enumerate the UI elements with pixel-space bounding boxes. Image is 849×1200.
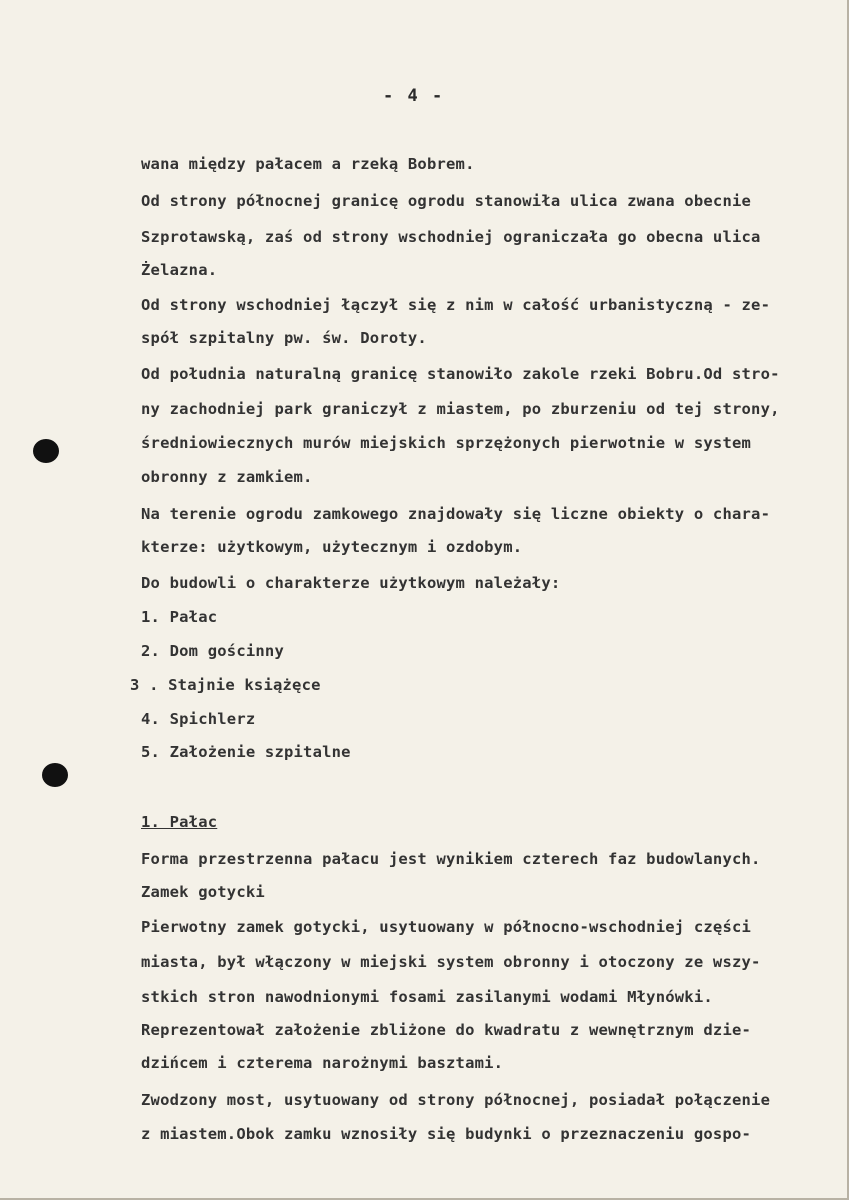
- text-line: obronny z zamkiem.: [141, 468, 313, 486]
- text-line: Na terenie ogrodu zamkowego znajdowały się liczne obiekty o chara-: [141, 505, 771, 523]
- text-line: Reprezentował założenie zbliżone do kwadratu z wewnętrznym dzie-: [141, 1021, 752, 1039]
- list-item: 3 . Stajnie książęce: [130, 676, 321, 694]
- text-line: Zwodzony most, usytuowany od strony północnej, posiadał połączenie: [141, 1091, 771, 1109]
- text-line: Szprotawską, zaś od strony wschodniej ograniczała go obecna ulica: [141, 228, 761, 246]
- text-line: z miastem.Obok zamku wznosiły się budynki o przeznaczeniu gospo-: [141, 1125, 752, 1143]
- text-line: Forma przestrzenna pałacu jest wynikiem czterech faz budowlanych.: [141, 850, 761, 868]
- text-line: wana między pałacem a rzeką Bobrem.: [141, 155, 475, 173]
- list-item: 5. Założenie szpitalne: [141, 743, 351, 761]
- page-number: - 4 -: [383, 86, 445, 106]
- text-line: Żelazna.: [141, 261, 218, 279]
- list-item: 1. Pałac: [141, 608, 218, 626]
- punch-hole-bottom: [42, 763, 68, 787]
- text-line: dzińcem i czterema narożnymi basztami.: [141, 1054, 504, 1072]
- text-line: Od południa naturalną granicę stanowiło zakole rzeki Bobru.Od stro-: [141, 365, 780, 383]
- text-line: miasta, był włączony w miejski system obronny i otoczony ze wszy-: [141, 953, 761, 971]
- list-item: 2. Dom gościnny: [141, 642, 284, 660]
- text-line: Od strony wschodniej łączył się z nim w całość urbanistyczną - ze-: [141, 296, 771, 314]
- text-line: Od strony północnej granicę ogrodu stanowiła ulica zwana obecnie: [141, 192, 752, 210]
- section-heading: 1. Pałac: [141, 813, 218, 831]
- punch-hole-top: [33, 439, 59, 463]
- subheading: Zamek gotycki: [141, 883, 265, 901]
- text-line: średniowiecznych murów miejskich sprzężonych pierwotnie w system: [141, 434, 752, 452]
- text-line: stkich stron nawodnionymi fosami zasilanymi wodami Młynówki.: [141, 988, 713, 1006]
- text-line: ny zachodniej park graniczył z miastem, po zburzeniu od tej strony,: [141, 400, 780, 418]
- text-line: spół szpitalny pw. św. Doroty.: [141, 329, 427, 347]
- text-line: Do budowli o charakterze użytkowym należały:: [141, 574, 561, 592]
- text-line: Pierwotny zamek gotycki, usytuowany w północno-wschodniej części: [141, 918, 752, 936]
- text-line: kterze: użytkowym, użytecznym i ozdobym.: [141, 538, 523, 556]
- list-item: 4. Spichlerz: [141, 710, 256, 728]
